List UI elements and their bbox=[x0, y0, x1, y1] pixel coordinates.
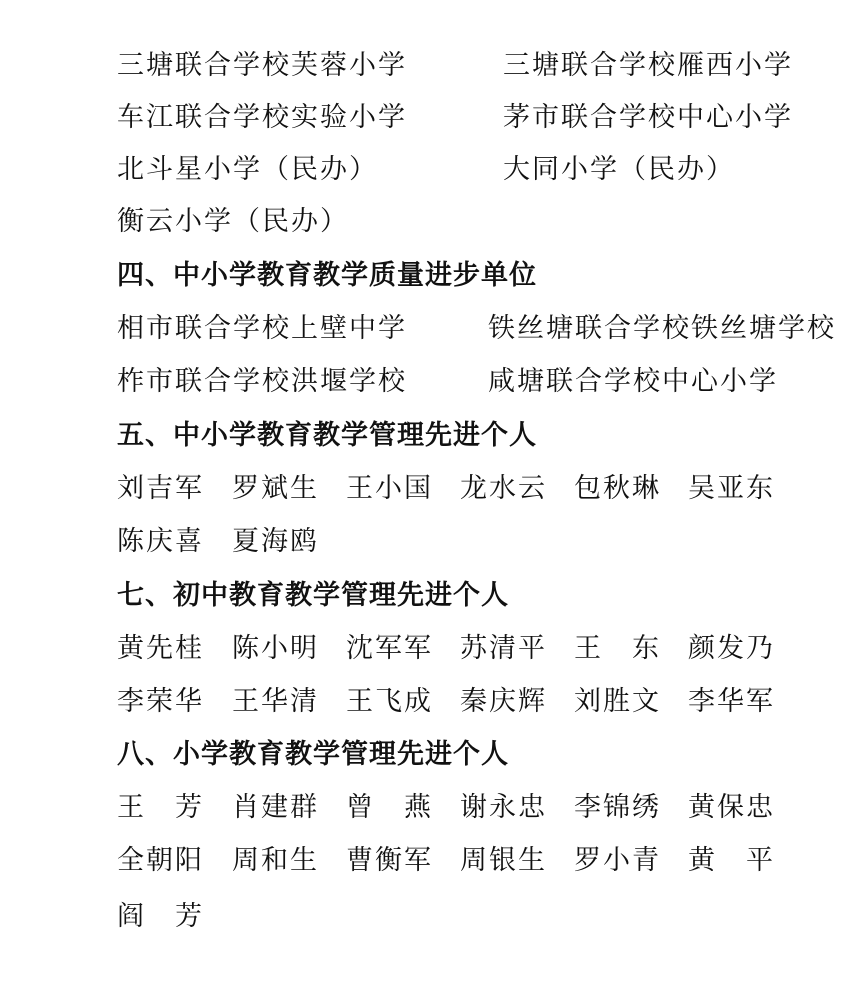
name-row bbox=[0, 682, 866, 722]
name-row bbox=[0, 469, 866, 509]
person-name: 王华清 bbox=[232, 686, 319, 717]
school-name: 相市联合学校上壁中学 bbox=[117, 313, 407, 344]
section-heading-row bbox=[0, 416, 866, 456]
person-name: 李华军 bbox=[688, 686, 775, 717]
school-name: 车江联合学校实验小学 bbox=[117, 102, 407, 133]
person-name: 李荣华 bbox=[117, 686, 204, 717]
school-name: 三塘联合学校雁西小学 bbox=[503, 50, 793, 81]
school-name: 柞市联合学校洪堰学校 bbox=[117, 366, 407, 397]
school-name: 铁丝塘联合学校铁丝塘学校 bbox=[488, 313, 836, 344]
name-row bbox=[0, 788, 866, 828]
person-name: 曾 燕 bbox=[346, 792, 433, 823]
person-name: 罗小青 bbox=[574, 845, 661, 876]
person-name: 苏清平 bbox=[460, 633, 547, 664]
school-name: 三塘联合学校芙蓉小学 bbox=[117, 50, 407, 81]
person-name: 王 东 bbox=[574, 633, 661, 664]
section-heading-row bbox=[0, 735, 866, 775]
person-name: 吴亚东 bbox=[688, 473, 775, 504]
person-name: 龙水云 bbox=[460, 473, 547, 504]
person-name: 黄 平 bbox=[688, 845, 775, 876]
school-name: 北斗星小学（民办） bbox=[117, 154, 378, 185]
person-name: 谢永忠 bbox=[460, 792, 547, 823]
person-name: 颜发乃 bbox=[688, 633, 775, 664]
name-row bbox=[0, 629, 866, 669]
person-name: 曹衡军 bbox=[346, 845, 433, 876]
name-row bbox=[0, 841, 866, 881]
school-name: 茅市联合学校中心小学 bbox=[503, 102, 793, 133]
person-name: 王小国 bbox=[346, 473, 433, 504]
person-name: 阎 芳 bbox=[117, 901, 204, 932]
person-name: 王飞成 bbox=[346, 686, 433, 717]
person-name: 陈小明 bbox=[232, 633, 319, 664]
section5-heading: 五、中小学教育教学管理先进个人 bbox=[117, 420, 537, 451]
person-name: 黄先桂 bbox=[117, 633, 204, 664]
section-heading-row bbox=[0, 576, 866, 616]
section-heading-row bbox=[0, 256, 866, 296]
school-row bbox=[0, 46, 866, 86]
person-name: 黄保忠 bbox=[688, 792, 775, 823]
school-name: 衡云小学（民办） bbox=[117, 206, 349, 237]
person-name: 秦庆辉 bbox=[460, 686, 547, 717]
name-row bbox=[0, 897, 866, 937]
section4-heading: 四、中小学教育教学质量进步单位 bbox=[117, 260, 537, 291]
school-row bbox=[0, 98, 866, 138]
person-name: 刘胜文 bbox=[574, 686, 661, 717]
person-name: 李锦绣 bbox=[574, 792, 661, 823]
school-row bbox=[0, 202, 866, 242]
person-name: 陈庆喜 bbox=[117, 526, 204, 557]
section8-heading: 八、小学教育教学管理先进个人 bbox=[117, 739, 509, 770]
person-name: 肖建群 bbox=[232, 792, 319, 823]
person-name: 周和生 bbox=[232, 845, 319, 876]
person-name: 罗斌生 bbox=[232, 473, 319, 504]
person-name: 王 芳 bbox=[117, 792, 204, 823]
person-name: 周银生 bbox=[460, 845, 547, 876]
person-name: 沈军军 bbox=[346, 633, 433, 664]
name-row bbox=[0, 522, 866, 562]
person-name: 夏海鸥 bbox=[232, 526, 319, 557]
school-row bbox=[0, 309, 866, 349]
person-name: 刘吉军 bbox=[117, 473, 204, 504]
school-name: 咸塘联合学校中心小学 bbox=[488, 366, 778, 397]
person-name: 包秋琳 bbox=[574, 473, 661, 504]
school-row bbox=[0, 150, 866, 190]
school-name: 大同小学（民办） bbox=[503, 154, 735, 185]
section7-heading: 七、初中教育教学管理先进个人 bbox=[117, 580, 509, 611]
school-row bbox=[0, 362, 866, 402]
person-name: 全朝阳 bbox=[117, 845, 204, 876]
